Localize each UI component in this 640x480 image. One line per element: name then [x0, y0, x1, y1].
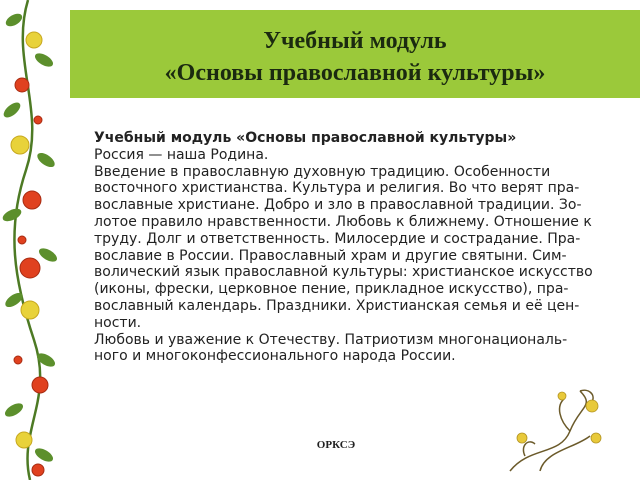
content-line: Россия — наша Родина.: [94, 146, 269, 163]
content-line: ного и многоконфессионального народа России.: [94, 348, 456, 365]
content-heading: Учебный модуль «Основы православной культуры»: [94, 130, 517, 146]
floral-vine-icon: [0, 0, 64, 480]
header-banner: [70, 10, 640, 98]
content-line: труду. Долг и ответственность. Милосердие и сострадание. Пра-: [94, 230, 581, 247]
content-line: ности.: [94, 314, 142, 331]
content-line: лотое правило нравственности. Любовь к ближнему. Отношение к: [94, 213, 592, 230]
content-line: Любовь и уважение к Отечеству. Патриотизм многонациональ-: [94, 331, 568, 348]
content-line: (иконы, фрески, церковное пение, прикладное искусство), пра-: [94, 281, 569, 298]
content-line: восточного христианства. Культура и религия. Во что верят пра-: [94, 180, 580, 197]
footer-label: ОРКСЭ: [316, 439, 356, 451]
slide-title-line1: Учебный модуль: [263, 28, 447, 54]
content-line: волический язык православной культуры: христианское искусство: [94, 264, 593, 281]
content-line: вославный календарь. Праздники. Христианская семья и её цен-: [94, 297, 580, 314]
slide-title-line2: «Основы православной культуры»: [164, 60, 546, 86]
content-line: Введение в православную духовную традицию. Особенности: [94, 163, 551, 180]
content-line: вославные христиане. Добро и зло в православной традиции. Зо-: [94, 197, 582, 214]
floral-swirl-ornament-icon: [500, 376, 610, 476]
module-description: [94, 130, 610, 365]
content-line: вославие в России. Православный храм и другие святыни. Сим-: [94, 247, 567, 264]
